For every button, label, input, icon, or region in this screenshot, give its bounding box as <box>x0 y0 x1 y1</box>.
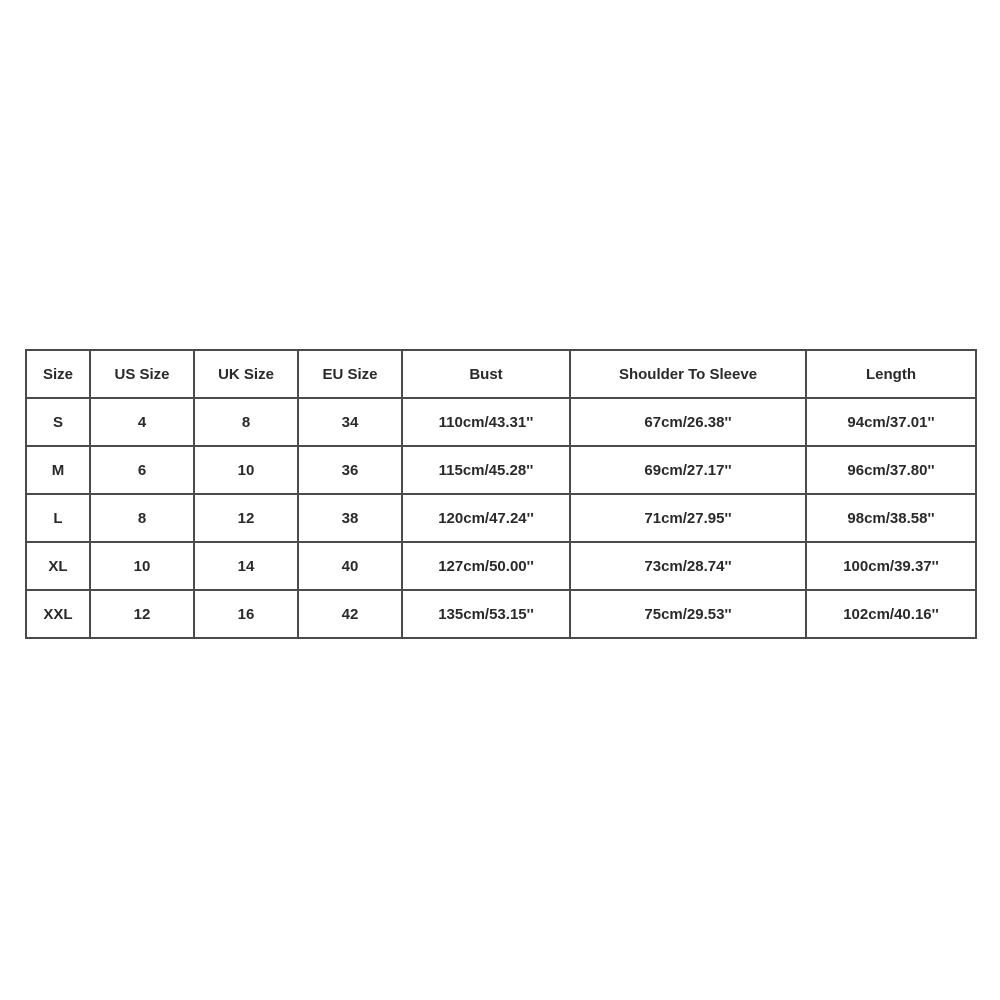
cell-eu-size: 36 <box>298 446 402 494</box>
header-shoulder-to-sleeve: Shoulder To Sleeve <box>570 350 806 398</box>
table-row <box>26 590 976 638</box>
cell-us-size: 4 <box>90 398 194 446</box>
cell-uk-size: 12 <box>194 494 298 542</box>
cell-shoulder-to-sleeve: 71cm/27.95'' <box>570 494 806 542</box>
header-eu-size: EU Size <box>298 350 402 398</box>
cell-us-size: 8 <box>90 494 194 542</box>
cell-uk-size: 14 <box>194 542 298 590</box>
cell-shoulder-to-sleeve: 69cm/27.17'' <box>570 446 806 494</box>
cell-length: 102cm/40.16'' <box>806 590 976 638</box>
cell-size: S <box>26 398 90 446</box>
cell-uk-size: 8 <box>194 398 298 446</box>
cell-us-size: 12 <box>90 590 194 638</box>
cell-size: XXL <box>26 590 90 638</box>
header-bust: Bust <box>402 350 570 398</box>
cell-eu-size: 40 <box>298 542 402 590</box>
table-row <box>26 446 976 494</box>
header-length: Length <box>806 350 976 398</box>
cell-size: XL <box>26 542 90 590</box>
cell-bust: 110cm/43.31'' <box>402 398 570 446</box>
header-uk-size: UK Size <box>194 350 298 398</box>
cell-bust: 115cm/45.28'' <box>402 446 570 494</box>
table-row <box>26 494 976 542</box>
table-header-row <box>26 350 976 398</box>
cell-us-size: 10 <box>90 542 194 590</box>
cell-shoulder-to-sleeve: 73cm/28.74'' <box>570 542 806 590</box>
table-row <box>26 542 976 590</box>
cell-bust: 127cm/50.00'' <box>402 542 570 590</box>
cell-uk-size: 16 <box>194 590 298 638</box>
header-size: Size <box>26 350 90 398</box>
cell-eu-size: 34 <box>298 398 402 446</box>
cell-size: M <box>26 446 90 494</box>
header-us-size: US Size <box>90 350 194 398</box>
cell-shoulder-to-sleeve: 67cm/26.38'' <box>570 398 806 446</box>
cell-length: 98cm/38.58'' <box>806 494 976 542</box>
cell-eu-size: 38 <box>298 494 402 542</box>
cell-bust: 135cm/53.15'' <box>402 590 570 638</box>
cell-size: L <box>26 494 90 542</box>
table-row <box>26 398 976 446</box>
cell-length: 96cm/37.80'' <box>806 446 976 494</box>
cell-bust: 120cm/47.24'' <box>402 494 570 542</box>
size-chart-table <box>25 349 977 639</box>
cell-length: 94cm/37.01'' <box>806 398 976 446</box>
cell-uk-size: 10 <box>194 446 298 494</box>
cell-us-size: 6 <box>90 446 194 494</box>
cell-length: 100cm/39.37'' <box>806 542 976 590</box>
cell-shoulder-to-sleeve: 75cm/29.53'' <box>570 590 806 638</box>
cell-eu-size: 42 <box>298 590 402 638</box>
